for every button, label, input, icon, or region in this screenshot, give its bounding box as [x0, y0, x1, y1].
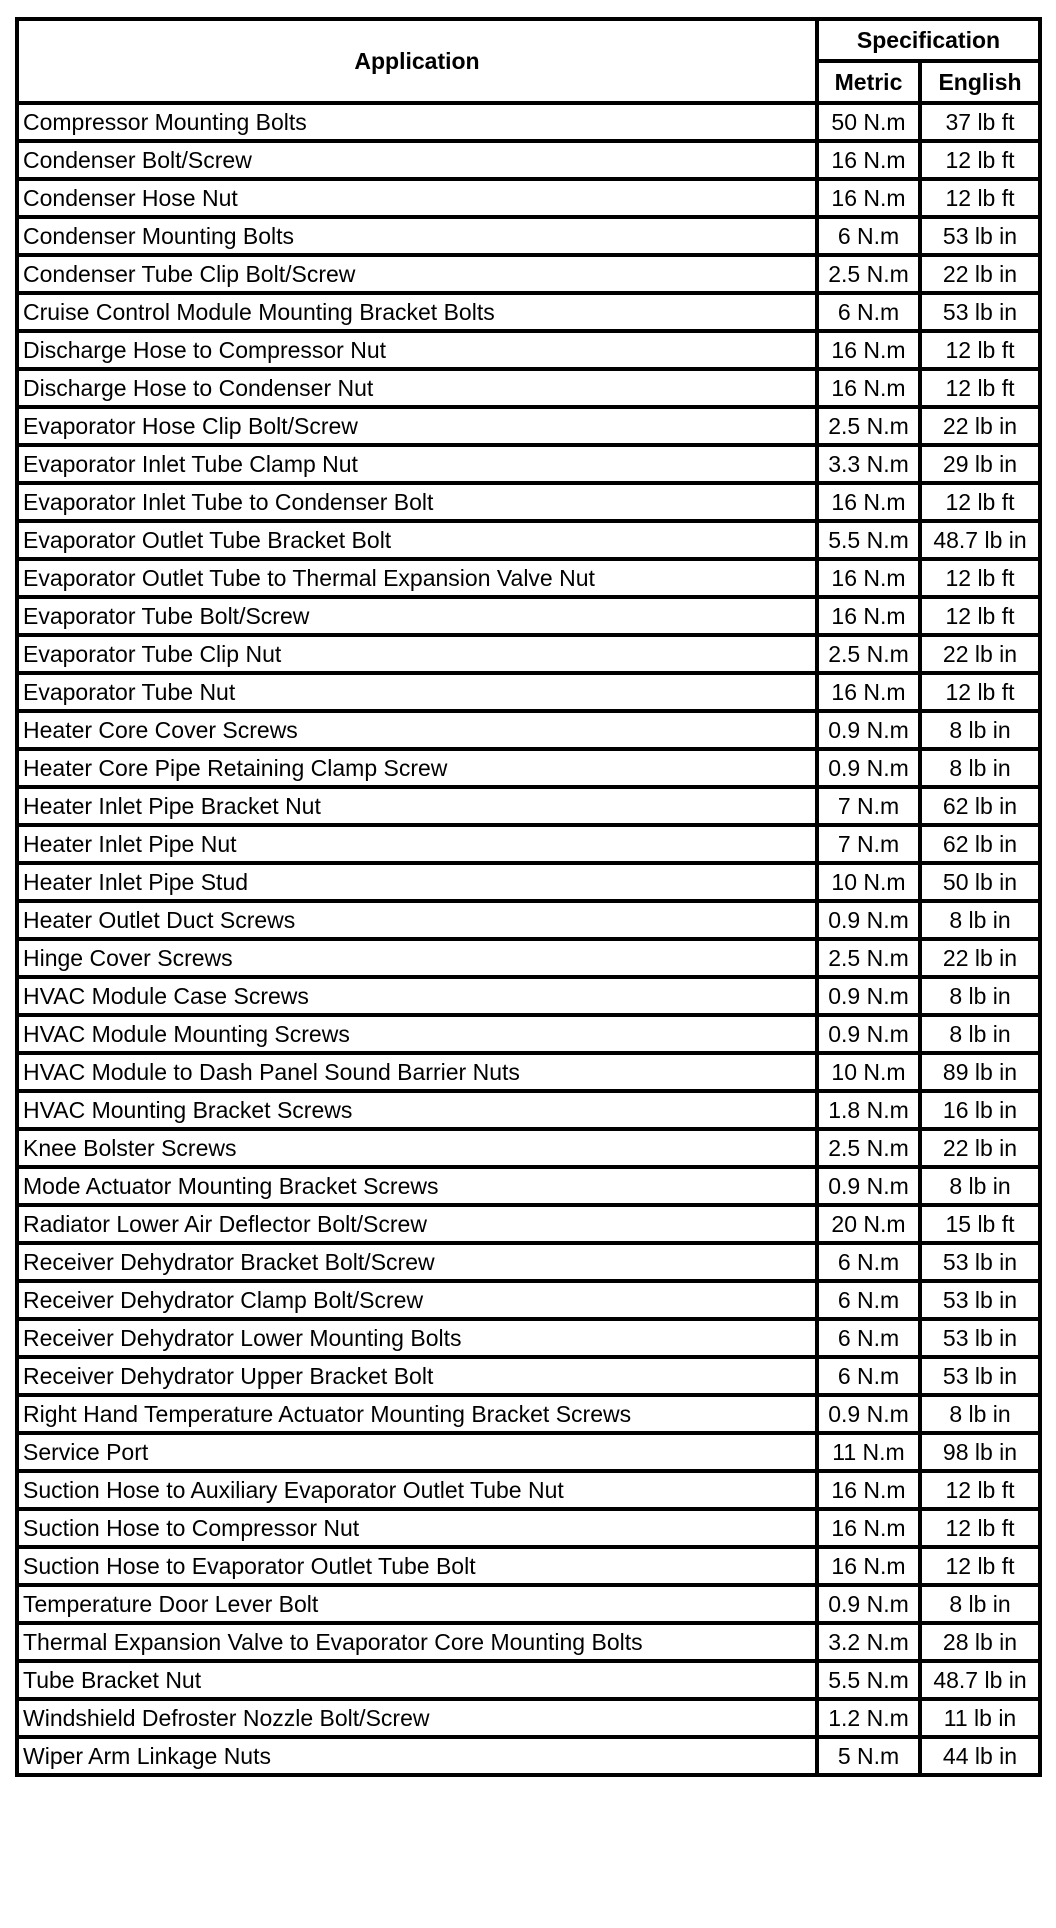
application-cell: Knee Bolster Screws [17, 1129, 817, 1167]
table-row [17, 103, 1040, 141]
english-cell: 12 lb ft [920, 331, 1040, 369]
metric-cell: 16 N.m [817, 369, 920, 407]
application-cell: Thermal Expansion Valve to Evaporator Core Mounting Bolts [17, 1623, 817, 1661]
table-row [17, 1319, 1040, 1357]
table-row [17, 141, 1040, 179]
application-header: Application [17, 19, 817, 103]
metric-cell: 2.5 N.m [817, 255, 920, 293]
table-row [17, 1129, 1040, 1167]
english-cell: 28 lb in [920, 1623, 1040, 1661]
english-cell: 12 lb ft [920, 673, 1040, 711]
application-cell: Evaporator Tube Nut [17, 673, 817, 711]
english-cell: 12 lb ft [920, 179, 1040, 217]
english-cell: 8 lb in [920, 1585, 1040, 1623]
english-cell: 12 lb ft [920, 483, 1040, 521]
application-cell: Compressor Mounting Bolts [17, 103, 817, 141]
application-cell: Right Hand Temperature Actuator Mounting Bracket Screws [17, 1395, 817, 1433]
table-row [17, 1471, 1040, 1509]
table-row [17, 559, 1040, 597]
application-cell: Heater Core Pipe Retaining Clamp Screw [17, 749, 817, 787]
english-cell: 16 lb in [920, 1091, 1040, 1129]
application-cell: Condenser Mounting Bolts [17, 217, 817, 255]
metric-cell: 16 N.m [817, 673, 920, 711]
application-cell: Cruise Control Module Mounting Bracket Bolts [17, 293, 817, 331]
table-row [17, 1091, 1040, 1129]
metric-cell: 11 N.m [817, 1433, 920, 1471]
metric-header: Metric [817, 61, 920, 103]
application-cell: HVAC Module to Dash Panel Sound Barrier Nuts [17, 1053, 817, 1091]
application-cell: Suction Hose to Evaporator Outlet Tube Bolt [17, 1547, 817, 1585]
english-cell: 12 lb ft [920, 597, 1040, 635]
metric-cell: 0.9 N.m [817, 1167, 920, 1205]
table-row [17, 179, 1040, 217]
application-cell: Wiper Arm Linkage Nuts [17, 1737, 817, 1775]
application-cell: Temperature Door Lever Bolt [17, 1585, 817, 1623]
english-cell: 22 lb in [920, 939, 1040, 977]
table-row [17, 711, 1040, 749]
metric-cell: 5 N.m [817, 1737, 920, 1775]
application-cell: Evaporator Tube Clip Nut [17, 635, 817, 673]
table-row [17, 673, 1040, 711]
application-cell: Radiator Lower Air Deflector Bolt/Screw [17, 1205, 817, 1243]
english-cell: 8 lb in [920, 749, 1040, 787]
application-cell: Tube Bracket Nut [17, 1661, 817, 1699]
metric-cell: 3.3 N.m [817, 445, 920, 483]
torque-spec-table [15, 17, 1042, 1777]
english-header: English [920, 61, 1040, 103]
english-cell: 53 lb in [920, 1357, 1040, 1395]
english-cell: 12 lb ft [920, 1509, 1040, 1547]
application-cell: Evaporator Tube Bolt/Screw [17, 597, 817, 635]
application-cell: Heater Inlet Pipe Nut [17, 825, 817, 863]
metric-cell: 0.9 N.m [817, 1015, 920, 1053]
english-cell: 22 lb in [920, 1129, 1040, 1167]
english-cell: 53 lb in [920, 1319, 1040, 1357]
english-cell: 62 lb in [920, 825, 1040, 863]
table-row [17, 1547, 1040, 1585]
english-cell: 89 lb in [920, 1053, 1040, 1091]
application-cell: Evaporator Outlet Tube Bracket Bolt [17, 521, 817, 559]
table-row [17, 787, 1040, 825]
metric-cell: 2.5 N.m [817, 407, 920, 445]
table-row [17, 1015, 1040, 1053]
table-row [17, 977, 1040, 1015]
application-cell: HVAC Module Mounting Screws [17, 1015, 817, 1053]
application-cell: Receiver Dehydrator Upper Bracket Bolt [17, 1357, 817, 1395]
table-row [17, 863, 1040, 901]
metric-cell: 50 N.m [817, 103, 920, 141]
english-cell: 62 lb in [920, 787, 1040, 825]
application-cell: Suction Hose to Compressor Nut [17, 1509, 817, 1547]
table-row [17, 1585, 1040, 1623]
metric-cell: 5.5 N.m [817, 521, 920, 559]
table-row [17, 635, 1040, 673]
english-cell: 22 lb in [920, 407, 1040, 445]
metric-cell: 16 N.m [817, 483, 920, 521]
application-cell: Mode Actuator Mounting Bracket Screws [17, 1167, 817, 1205]
english-cell: 50 lb in [920, 863, 1040, 901]
application-cell: Condenser Tube Clip Bolt/Screw [17, 255, 817, 293]
english-cell: 11 lb in [920, 1699, 1040, 1737]
metric-cell: 16 N.m [817, 331, 920, 369]
metric-cell: 16 N.m [817, 1547, 920, 1585]
application-cell: Heater Core Cover Screws [17, 711, 817, 749]
english-cell: 8 lb in [920, 901, 1040, 939]
english-cell: 12 lb ft [920, 141, 1040, 179]
metric-cell: 6 N.m [817, 293, 920, 331]
metric-cell: 0.9 N.m [817, 711, 920, 749]
table-row [17, 1395, 1040, 1433]
english-cell: 53 lb in [920, 1281, 1040, 1319]
metric-cell: 0.9 N.m [817, 1395, 920, 1433]
metric-cell: 16 N.m [817, 179, 920, 217]
english-cell: 12 lb ft [920, 1471, 1040, 1509]
table-row [17, 1433, 1040, 1471]
english-cell: 37 lb ft [920, 103, 1040, 141]
english-cell: 22 lb in [920, 255, 1040, 293]
metric-cell: 16 N.m [817, 559, 920, 597]
english-cell: 8 lb in [920, 711, 1040, 749]
metric-cell: 10 N.m [817, 1053, 920, 1091]
english-cell: 8 lb in [920, 1167, 1040, 1205]
specification-header: Specification [817, 19, 1040, 61]
application-cell: HVAC Mounting Bracket Screws [17, 1091, 817, 1129]
table-row [17, 1205, 1040, 1243]
table-row [17, 1053, 1040, 1091]
application-cell: Evaporator Inlet Tube to Condenser Bolt [17, 483, 817, 521]
table-row [17, 1357, 1040, 1395]
metric-cell: 16 N.m [817, 1471, 920, 1509]
application-cell: Heater Outlet Duct Screws [17, 901, 817, 939]
metric-cell: 16 N.m [817, 1509, 920, 1547]
metric-cell: 0.9 N.m [817, 1585, 920, 1623]
application-cell: Receiver Dehydrator Bracket Bolt/Screw [17, 1243, 817, 1281]
english-cell: 98 lb in [920, 1433, 1040, 1471]
metric-cell: 10 N.m [817, 863, 920, 901]
table-row [17, 749, 1040, 787]
english-cell: 48.7 lb in [920, 521, 1040, 559]
metric-cell: 16 N.m [817, 141, 920, 179]
english-cell: 48.7 lb in [920, 1661, 1040, 1699]
metric-cell: 6 N.m [817, 1319, 920, 1357]
application-cell: Hinge Cover Screws [17, 939, 817, 977]
metric-cell: 1.2 N.m [817, 1699, 920, 1737]
english-cell: 12 lb ft [920, 559, 1040, 597]
table-row [17, 1737, 1040, 1775]
english-cell: 29 lb in [920, 445, 1040, 483]
table-row [17, 825, 1040, 863]
metric-cell: 1.8 N.m [817, 1091, 920, 1129]
metric-cell: 6 N.m [817, 1357, 920, 1395]
application-cell: Discharge Hose to Compressor Nut [17, 331, 817, 369]
metric-cell: 0.9 N.m [817, 749, 920, 787]
table-row [17, 1281, 1040, 1319]
table-row [17, 483, 1040, 521]
english-cell: 44 lb in [920, 1737, 1040, 1775]
application-cell: Service Port [17, 1433, 817, 1471]
english-cell: 15 lb ft [920, 1205, 1040, 1243]
english-cell: 12 lb ft [920, 369, 1040, 407]
table-row [17, 255, 1040, 293]
table-row [17, 445, 1040, 483]
application-cell: Evaporator Outlet Tube to Thermal Expansion Valve Nut [17, 559, 817, 597]
table-row [17, 1661, 1040, 1699]
application-cell: Discharge Hose to Condenser Nut [17, 369, 817, 407]
metric-cell: 16 N.m [817, 597, 920, 635]
english-cell: 22 lb in [920, 635, 1040, 673]
table-row [17, 217, 1040, 255]
metric-cell: 5.5 N.m [817, 1661, 920, 1699]
metric-cell: 0.9 N.m [817, 901, 920, 939]
english-cell: 12 lb ft [920, 1547, 1040, 1585]
table-row [17, 939, 1040, 977]
table-row [17, 1167, 1040, 1205]
metric-cell: 7 N.m [817, 787, 920, 825]
metric-cell: 0.9 N.m [817, 977, 920, 1015]
table-row [17, 901, 1040, 939]
application-cell: Evaporator Inlet Tube Clamp Nut [17, 445, 817, 483]
table-row [17, 331, 1040, 369]
english-cell: 8 lb in [920, 1015, 1040, 1053]
application-cell: Windshield Defroster Nozzle Bolt/Screw [17, 1699, 817, 1737]
table-row [17, 1699, 1040, 1737]
english-cell: 8 lb in [920, 977, 1040, 1015]
table-row [17, 1623, 1040, 1661]
metric-cell: 6 N.m [817, 1243, 920, 1281]
metric-cell: 20 N.m [817, 1205, 920, 1243]
metric-cell: 2.5 N.m [817, 939, 920, 977]
english-cell: 53 lb in [920, 217, 1040, 255]
metric-cell: 6 N.m [817, 1281, 920, 1319]
english-cell: 53 lb in [920, 293, 1040, 331]
application-cell: Receiver Dehydrator Clamp Bolt/Screw [17, 1281, 817, 1319]
table-row [17, 1509, 1040, 1547]
table-row [17, 293, 1040, 331]
metric-cell: 6 N.m [817, 217, 920, 255]
metric-cell: 3.2 N.m [817, 1623, 920, 1661]
application-cell: Heater Inlet Pipe Bracket Nut [17, 787, 817, 825]
application-cell: HVAC Module Case Screws [17, 977, 817, 1015]
english-cell: 8 lb in [920, 1395, 1040, 1433]
metric-cell: 2.5 N.m [817, 635, 920, 673]
table-row [17, 369, 1040, 407]
table-row [17, 407, 1040, 445]
application-cell: Heater Inlet Pipe Stud [17, 863, 817, 901]
english-cell: 53 lb in [920, 1243, 1040, 1281]
metric-cell: 2.5 N.m [817, 1129, 920, 1167]
table-row [17, 521, 1040, 559]
application-cell: Receiver Dehydrator Lower Mounting Bolts [17, 1319, 817, 1357]
application-cell: Evaporator Hose Clip Bolt/Screw [17, 407, 817, 445]
application-cell: Condenser Bolt/Screw [17, 141, 817, 179]
table-row [17, 1243, 1040, 1281]
table-row [17, 597, 1040, 635]
application-cell: Suction Hose to Auxiliary Evaporator Outlet Tube Nut [17, 1471, 817, 1509]
application-cell: Condenser Hose Nut [17, 179, 817, 217]
metric-cell: 7 N.m [817, 825, 920, 863]
